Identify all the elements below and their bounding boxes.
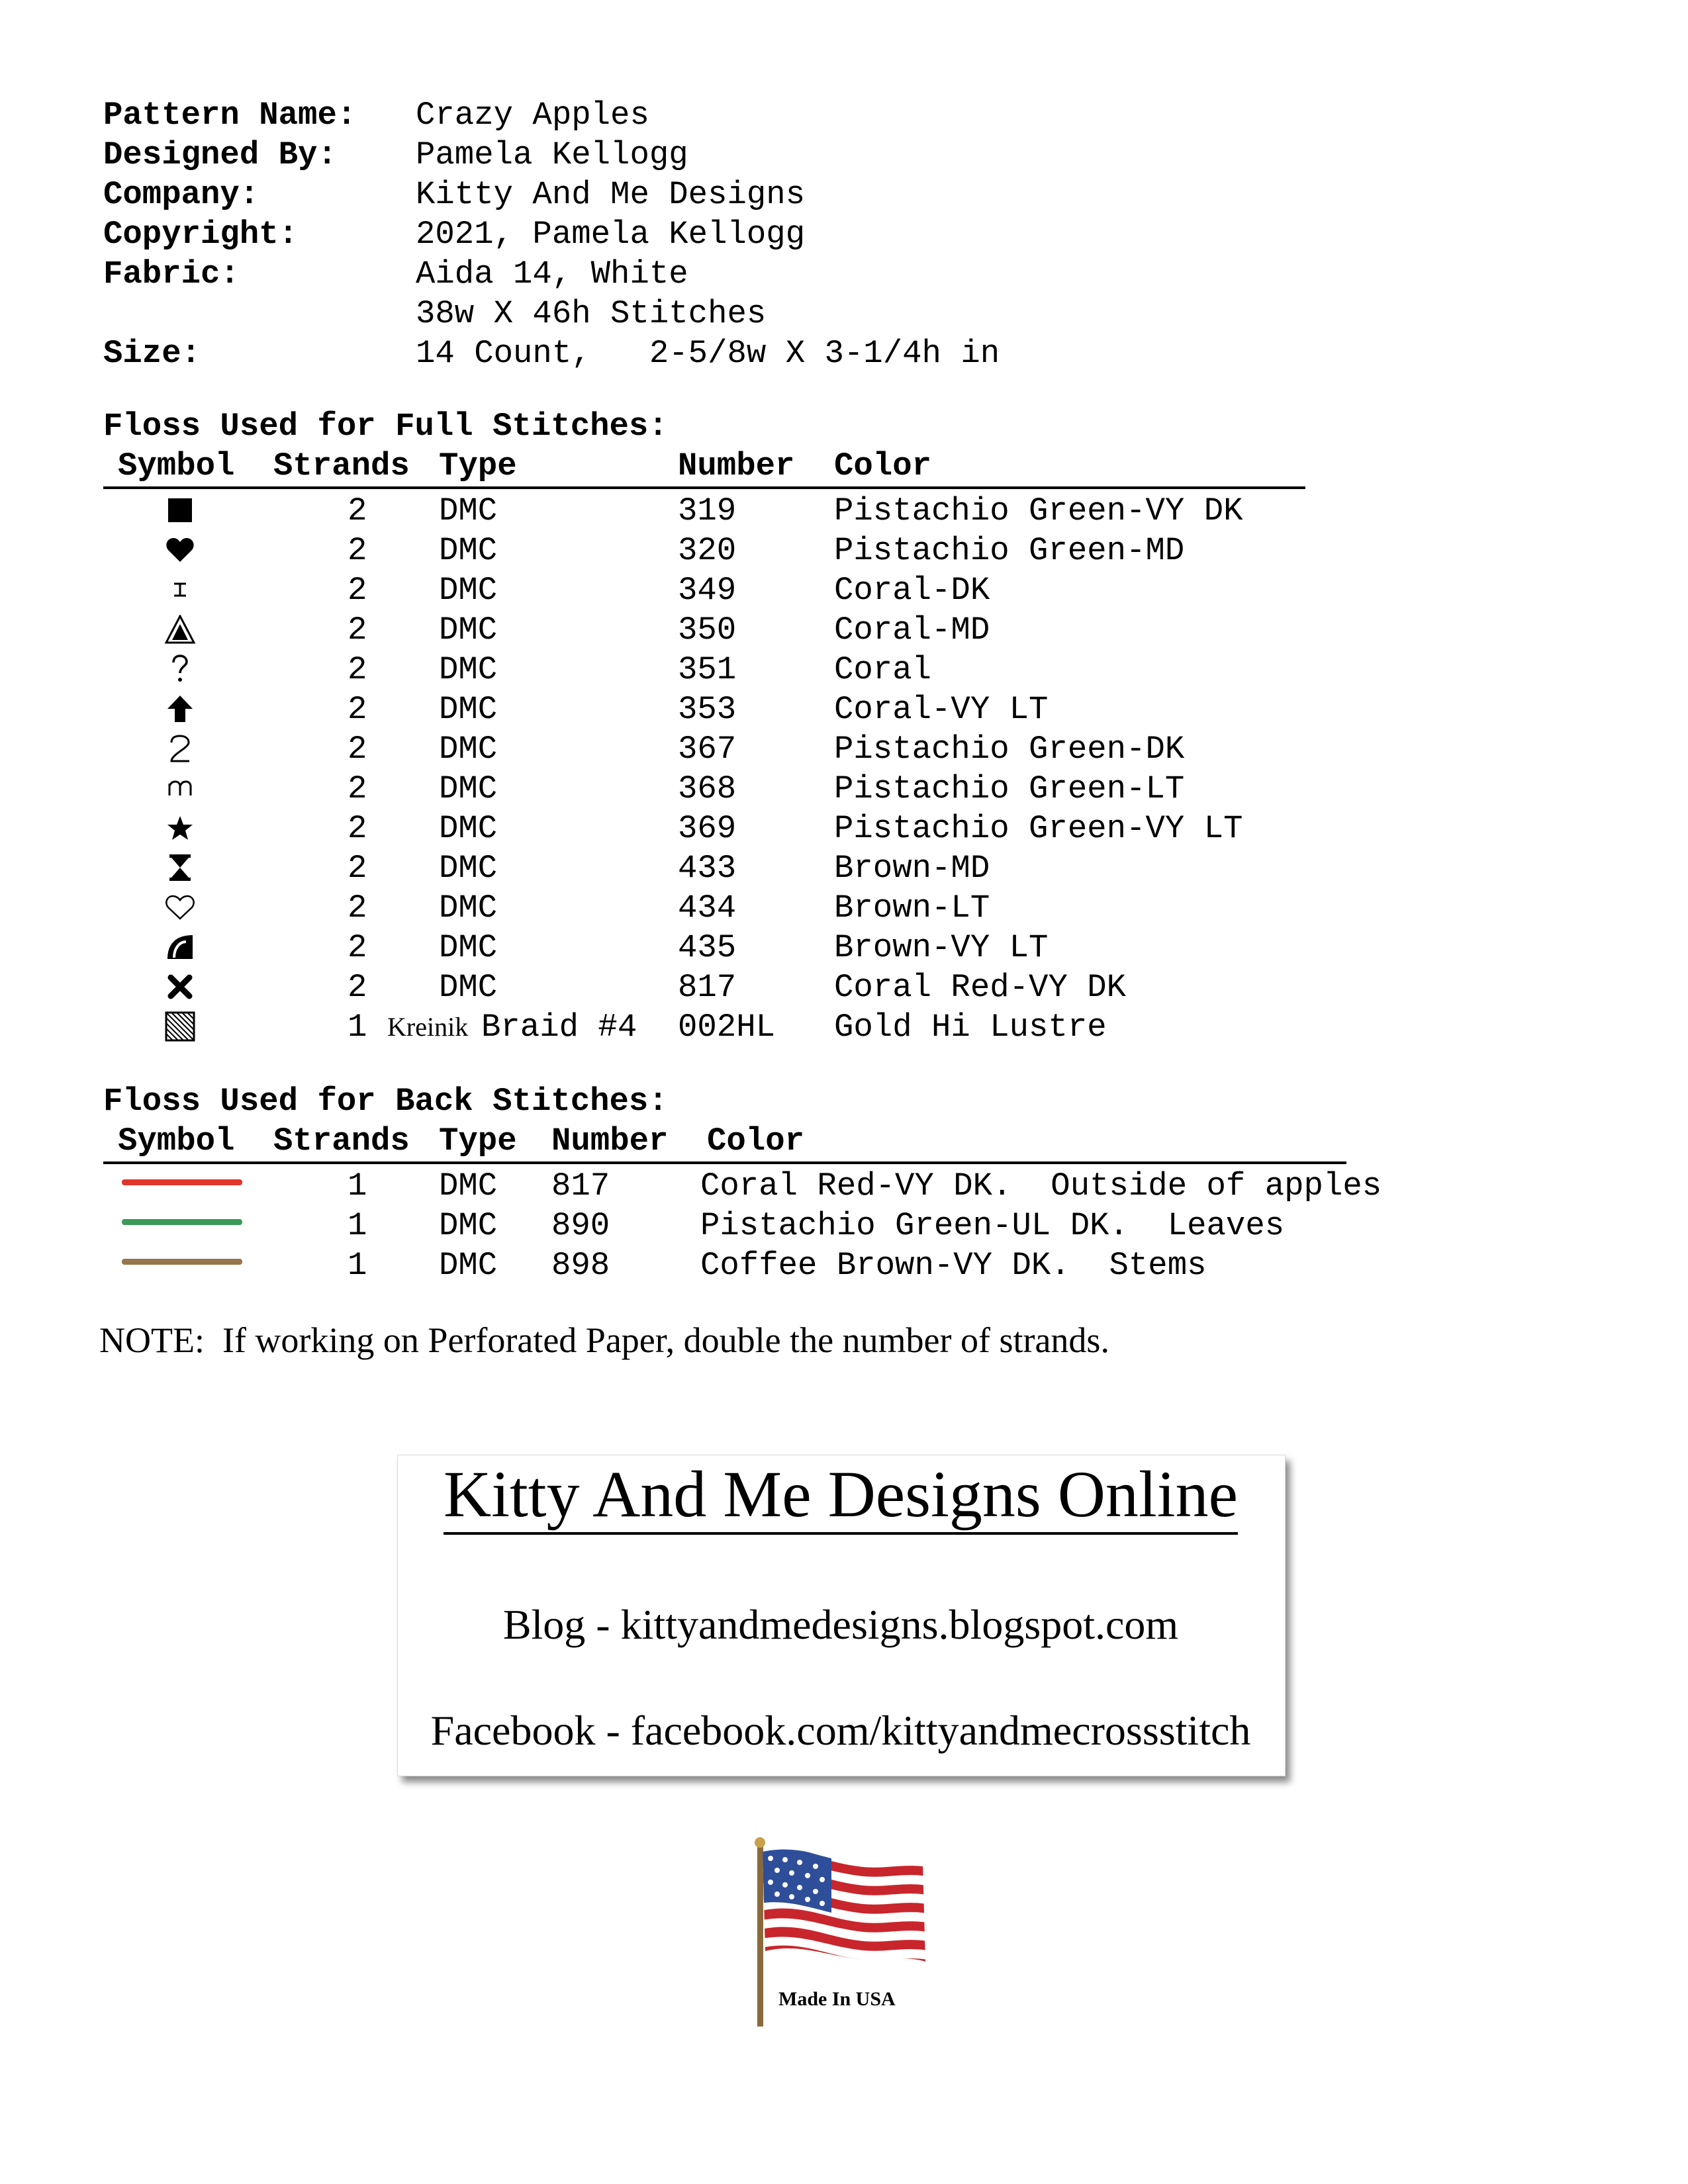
full-header-symbol: Symbol [118, 447, 235, 484]
full-row-strands: 2 [348, 691, 367, 728]
stitches-value: 38w X 46h Stitches [416, 295, 767, 332]
full-row-type: DMC [439, 731, 498, 768]
full-header-number: Number [678, 447, 795, 484]
designed-by-value: Pamela Kellogg [416, 136, 688, 173]
online-title [397, 1456, 1284, 1532]
back-row-number: 817 [551, 1167, 610, 1205]
full-row-number: 368 [678, 770, 737, 807]
full-row-type: DMC [439, 929, 498, 966]
back-stitches-title: Floss Used for Back Stitches: [103, 1083, 668, 1120]
back-row-color: Coral Red-VY DK. Outside of apples [700, 1167, 1382, 1205]
full-row-color: Gold Hi Lustre [834, 1009, 1107, 1046]
full-row-color: Coral-MD [834, 612, 990, 649]
full-row-strands: 2 [348, 612, 367, 649]
fabric-label: Fabric: [103, 255, 240, 293]
filled-square-icon [162, 492, 199, 529]
x-cross-icon [162, 968, 199, 1005]
back-header-symbol: Symbol [118, 1122, 235, 1160]
full-row-number: 349 [678, 572, 737, 609]
full-header-color: Color [834, 447, 932, 484]
full-stitches-title: Floss Used for Full Stitches: [103, 408, 668, 445]
full-row-type: DMC [439, 810, 498, 847]
full-row-number: 320 [678, 532, 737, 569]
full-row-color: Brown-MD [834, 850, 990, 887]
back-header-color: Color [707, 1122, 805, 1160]
full-row-type: Braid #4 [481, 1009, 637, 1046]
fabric-value: Aida 14, White [416, 255, 688, 293]
question-mark-icon [162, 651, 199, 688]
full-row-number: 350 [678, 612, 737, 649]
blog-link[interactable]: Blog - kittyandmedesigns.blogspot.com [502, 1601, 1179, 1648]
star-icon [162, 809, 199, 846]
full-row-strands: 2 [348, 770, 367, 807]
back-row-color: Pistachio Green-UL DK. Leaves [700, 1207, 1285, 1244]
full-header-strands: Strands [273, 447, 410, 484]
full-row-strands: 2 [348, 492, 367, 529]
full-row-color: Pistachio Green-LT [834, 770, 1185, 807]
made-in-usa-flag [752, 1832, 935, 2028]
made-in-usa-caption: Made In USA [778, 1988, 896, 2010]
heart-outline-icon [162, 889, 199, 926]
full-header-type: Type [439, 447, 517, 484]
pattern-name-label: Pattern Name: [103, 97, 357, 134]
back-row-number: 898 [551, 1247, 610, 1284]
full-row-number: 002HL [678, 1009, 776, 1046]
triangle-icon [162, 611, 199, 648]
size-label: Size: [103, 335, 201, 372]
back-row-color: Coffee Brown-VY DK. Stems [700, 1247, 1207, 1284]
full-row-number: 367 [678, 731, 737, 768]
full-row-type: DMC [439, 691, 498, 728]
copyright-value: 2021, Pamela Kellogg [416, 216, 806, 253]
full-row-strands: 2 [348, 532, 367, 569]
hatched-square-icon [162, 1008, 199, 1045]
back-header-type: Type [439, 1122, 517, 1160]
online-title-text: Kitty And Me Designs Online [444, 1457, 1238, 1535]
back-row-type: DMC [439, 1167, 498, 1205]
full-row-number: 353 [678, 691, 737, 728]
arch-icon [162, 929, 199, 966]
back-row-strands: 1 [348, 1167, 367, 1205]
full-row-number: 434 [678, 889, 737, 927]
full-row-color: Pistachio Green-DK [834, 731, 1185, 768]
full-row-type: DMC [439, 969, 498, 1006]
full-row-number: 817 [678, 969, 737, 1006]
back-row-type: DMC [439, 1247, 498, 1284]
size-value: 14 Count, 2-5/8w X 3-1/4h in [416, 335, 1000, 372]
full-row-number: 433 [678, 850, 737, 887]
back-header-number: Number [551, 1122, 669, 1160]
i-beam-icon [162, 571, 199, 608]
heart-icon [162, 531, 199, 569]
backstitch-line-green [122, 1219, 242, 1225]
full-row-type: DMC [439, 532, 498, 569]
back-row-type: DMC [439, 1207, 498, 1244]
back-row-number: 890 [551, 1207, 610, 1244]
backstitch-line-red [122, 1179, 242, 1185]
full-row-type: DMC [439, 770, 498, 807]
copyright-label: Copyright: [103, 216, 299, 253]
back-row-strands: 1 [348, 1247, 367, 1284]
m-glyph-icon [162, 770, 199, 807]
back-header-rule [103, 1161, 1346, 1164]
full-row-color: Coral Red-VY DK [834, 969, 1127, 1006]
full-row-number: 351 [678, 651, 737, 688]
full-row-type: DMC [439, 612, 498, 649]
full-row-color: Coral-DK [834, 572, 990, 609]
full-row-number: 435 [678, 929, 737, 966]
full-row-strands: 2 [348, 651, 367, 688]
full-row-strands: 2 [348, 810, 367, 847]
full-row-color: Brown-LT [834, 889, 990, 927]
full-row-color: Brown-VY LT [834, 929, 1049, 966]
two-glyph-icon [162, 730, 199, 767]
company-value: Kitty And Me Designs [416, 176, 806, 213]
back-header-strands: Strands [273, 1122, 410, 1160]
full-row-color: Coral [834, 651, 932, 688]
full-row-number: 319 [678, 492, 737, 529]
full-row-strands: 2 [348, 969, 367, 1006]
full-row-type: DMC [439, 492, 498, 529]
full-row-color: Pistachio Green-VY LT [834, 810, 1243, 847]
full-row-number: 369 [678, 810, 737, 847]
back-row-strands: 1 [348, 1207, 367, 1244]
hourglass-icon [162, 849, 199, 886]
up-arrow-icon [162, 690, 199, 727]
full-row-strands: 2 [348, 731, 367, 768]
full-row-type-brand: Kreinik [387, 1012, 469, 1042]
full-row-strands: 2 [348, 572, 367, 609]
full-row-type: DMC [439, 572, 498, 609]
designed-by-label: Designed By: [103, 136, 337, 173]
full-row-color: Pistachio Green-MD [834, 532, 1185, 569]
full-row-type: DMC [439, 889, 498, 927]
pattern-name-value: Crazy Apples [416, 97, 649, 134]
full-row-strands: 2 [348, 850, 367, 887]
facebook-link[interactable]: Facebook - facebook.com/kittyandmecrossstitch [430, 1707, 1251, 1754]
company-label: Company: [103, 176, 259, 213]
full-row-type: DMC [439, 850, 498, 887]
full-header-rule [103, 486, 1305, 489]
full-row-strands: 1 [348, 1009, 367, 1046]
perforated-paper-note: NOTE: If working on Perforated Paper, double the number of strands. [99, 1320, 1109, 1360]
full-row-strands: 2 [348, 889, 367, 927]
full-row-color: Coral-VY LT [834, 691, 1049, 728]
full-row-type: DMC [439, 651, 498, 688]
full-row-color: Pistachio Green-VY DK [834, 492, 1243, 529]
backstitch-line-brown [122, 1259, 242, 1265]
full-row-strands: 2 [348, 929, 367, 966]
